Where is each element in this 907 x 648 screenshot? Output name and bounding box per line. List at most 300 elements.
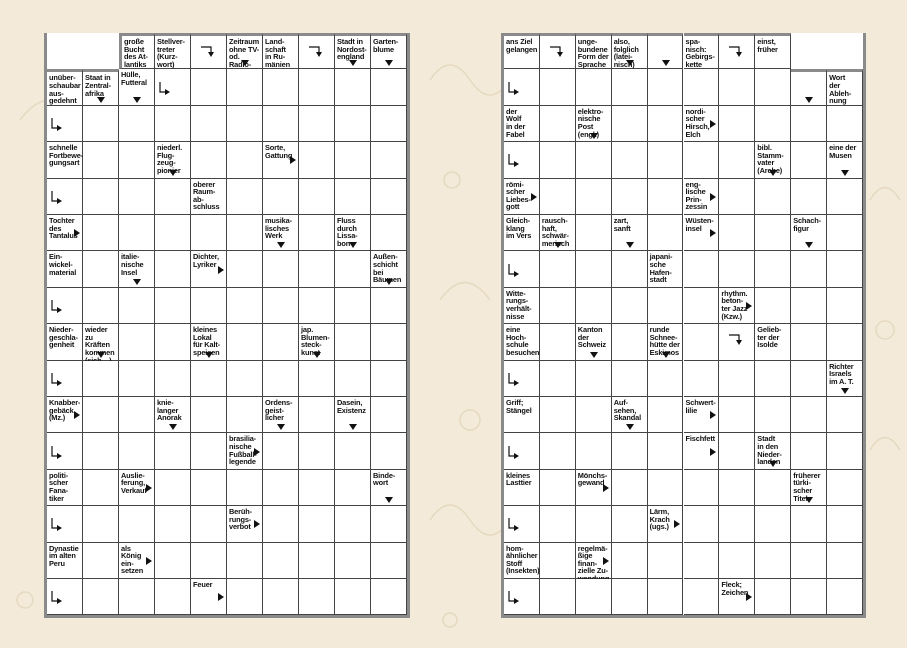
clue-cell xyxy=(119,69,155,105)
clue-text: Stadt in Nordost- england xyxy=(337,37,367,62)
answer-cell[interactable] xyxy=(540,361,576,397)
answer-cell[interactable] xyxy=(540,397,576,433)
clue-text: Fleck; Zeichen xyxy=(721,580,749,597)
answer-cell[interactable] xyxy=(755,215,791,251)
answer-cell[interactable] xyxy=(576,433,612,469)
clue-cell xyxy=(576,106,612,142)
answer-cell[interactable] xyxy=(791,579,827,615)
clue-cell xyxy=(119,543,155,579)
answer-cell[interactable] xyxy=(263,106,299,142)
answer-cell[interactable] xyxy=(612,288,648,324)
answer-cell[interactable] xyxy=(540,579,576,615)
answer-cell[interactable] xyxy=(719,433,755,469)
arrow-right-icon xyxy=(254,448,260,456)
answer-cell[interactable] xyxy=(371,543,407,579)
clue-cell xyxy=(191,324,227,360)
answer-cell[interactable] xyxy=(155,179,191,215)
answer-cell[interactable] xyxy=(227,288,263,324)
answer-cell[interactable] xyxy=(227,106,263,142)
arrow-down-icon xyxy=(805,497,813,503)
answer-cell[interactable] xyxy=(612,506,648,542)
answer-cell[interactable] xyxy=(791,288,827,324)
arrow-down-icon xyxy=(769,461,777,467)
answer-cell[interactable] xyxy=(227,69,263,105)
answer-cell[interactable] xyxy=(648,470,684,506)
arrow-bend-down-icon xyxy=(201,46,217,58)
answer-cell[interactable] xyxy=(612,142,648,178)
answer-cell[interactable] xyxy=(299,142,335,178)
clue-cell xyxy=(47,106,83,142)
answer-cell[interactable] xyxy=(371,361,407,397)
answer-cell[interactable] xyxy=(791,433,827,469)
answer-cell[interactable] xyxy=(191,433,227,469)
answer-cell[interactable] xyxy=(719,142,755,178)
answer-cell[interactable] xyxy=(119,142,155,178)
answer-cell[interactable] xyxy=(576,579,612,615)
answer-cell[interactable] xyxy=(83,179,119,215)
clue-text: rausch- haft, schwär- merisch xyxy=(541,216,570,248)
answer-cell[interactable] xyxy=(119,324,155,360)
answer-cell[interactable] xyxy=(335,251,371,287)
answer-cell[interactable] xyxy=(335,543,371,579)
clue-text: japani- sche Hafen- stadt xyxy=(649,252,673,285)
answer-cell[interactable] xyxy=(648,179,684,215)
answer-cell[interactable] xyxy=(648,397,684,433)
arrow-right-icon xyxy=(254,520,260,528)
clue-cell xyxy=(755,324,791,360)
clue-cell xyxy=(119,470,155,506)
clue-text: Witte- rungs- verhält- nisse xyxy=(506,288,532,321)
answer-cell[interactable] xyxy=(83,361,119,397)
answer-cell[interactable] xyxy=(648,215,684,251)
answer-cell[interactable] xyxy=(648,69,684,105)
answer-cell[interactable] xyxy=(540,142,576,178)
answer-cell[interactable] xyxy=(684,579,720,615)
clue-cell xyxy=(83,324,119,360)
answer-cell[interactable] xyxy=(648,106,684,142)
answer-cell[interactable] xyxy=(119,288,155,324)
answer-cell[interactable] xyxy=(155,470,191,506)
answer-cell[interactable] xyxy=(755,506,791,542)
clue-cell xyxy=(47,215,83,251)
answer-cell[interactable] xyxy=(827,251,863,287)
answer-cell[interactable] xyxy=(576,397,612,433)
answer-cell[interactable] xyxy=(719,69,755,105)
clue-cell xyxy=(191,579,227,615)
answer-cell[interactable] xyxy=(684,506,720,542)
answer-cell[interactable] xyxy=(263,543,299,579)
answer-cell[interactable] xyxy=(155,506,191,542)
clue-text: kleines Lokal für Kalt- speisen xyxy=(193,325,220,357)
clue-text: Hülle, Futteral xyxy=(121,70,147,87)
answer-cell[interactable] xyxy=(299,215,335,251)
answer-cell[interactable] xyxy=(263,69,299,105)
answer-cell[interactable] xyxy=(576,142,612,178)
answer-cell[interactable] xyxy=(263,579,299,615)
answer-cell[interactable] xyxy=(827,288,863,324)
answer-cell[interactable] xyxy=(719,361,755,397)
answer-cell[interactable] xyxy=(371,142,407,178)
answer-cell[interactable] xyxy=(299,288,335,324)
answer-cell[interactable] xyxy=(299,361,335,397)
answer-cell[interactable] xyxy=(155,215,191,251)
answer-cell[interactable] xyxy=(612,106,648,142)
clue-text: brasilia- nische Fußball- legende xyxy=(229,434,257,467)
answer-cell[interactable] xyxy=(648,579,684,615)
answer-cell[interactable] xyxy=(299,543,335,579)
answer-cell[interactable] xyxy=(83,251,119,287)
clue-cell xyxy=(755,33,791,69)
answer-cell[interactable] xyxy=(540,251,576,287)
answer-cell[interactable] xyxy=(648,433,684,469)
answer-cell[interactable] xyxy=(83,506,119,542)
answer-cell[interactable] xyxy=(576,179,612,215)
answer-cell[interactable] xyxy=(299,106,335,142)
answer-cell[interactable] xyxy=(263,324,299,360)
answer-cell[interactable] xyxy=(191,142,227,178)
arrow-right-icon xyxy=(290,156,296,164)
answer-cell[interactable] xyxy=(155,433,191,469)
answer-cell[interactable] xyxy=(827,215,863,251)
arrow-bend-down-icon xyxy=(729,46,745,58)
answer-cell[interactable] xyxy=(371,506,407,542)
clue-cell xyxy=(612,397,648,433)
answer-cell[interactable] xyxy=(371,579,407,615)
arrow-right-icon xyxy=(746,593,752,601)
arrow-down-icon xyxy=(97,97,105,103)
answer-cell[interactable] xyxy=(540,543,576,579)
answer-cell[interactable] xyxy=(227,543,263,579)
arrow-down-icon xyxy=(313,352,321,358)
answer-cell[interactable] xyxy=(227,215,263,251)
answer-cell[interactable] xyxy=(755,543,791,579)
answer-cell[interactable] xyxy=(612,543,648,579)
arrow-down-icon xyxy=(277,242,285,248)
answer-cell[interactable] xyxy=(540,179,576,215)
answer-cell[interactable] xyxy=(227,179,263,215)
answer-cell[interactable] xyxy=(227,579,263,615)
answer-cell[interactable] xyxy=(299,179,335,215)
answer-cell[interactable] xyxy=(540,470,576,506)
answer-cell[interactable] xyxy=(335,579,371,615)
answer-cell[interactable] xyxy=(648,361,684,397)
answer-cell[interactable] xyxy=(263,251,299,287)
answer-cell[interactable] xyxy=(755,470,791,506)
clue-text: Mönchs- gewand xyxy=(577,470,608,488)
answer-cell[interactable] xyxy=(791,506,827,542)
clue-text: hom- ähnlicher Stoff (Insekten) xyxy=(506,543,540,576)
answer-cell[interactable] xyxy=(299,433,335,469)
answer-cell[interactable] xyxy=(371,69,407,105)
answer-cell[interactable] xyxy=(684,251,720,287)
answer-cell[interactable] xyxy=(371,433,407,469)
answer-cell[interactable] xyxy=(191,106,227,142)
answer-cell[interactable] xyxy=(299,397,335,433)
answer-cell[interactable] xyxy=(335,506,371,542)
answer-cell[interactable] xyxy=(612,361,648,397)
answer-cell[interactable] xyxy=(155,106,191,142)
answer-cell[interactable] xyxy=(227,361,263,397)
arrow-bend-right-icon xyxy=(51,591,63,605)
answer-cell[interactable] xyxy=(227,397,263,433)
clue-cell xyxy=(648,324,684,360)
answer-cell[interactable] xyxy=(719,215,755,251)
answer-cell[interactable] xyxy=(371,106,407,142)
answer-cell[interactable] xyxy=(755,397,791,433)
answer-cell[interactable] xyxy=(371,324,407,360)
answer-cell[interactable] xyxy=(155,251,191,287)
answer-cell[interactable] xyxy=(83,106,119,142)
answer-cell[interactable] xyxy=(119,397,155,433)
answer-cell[interactable] xyxy=(540,324,576,360)
answer-cell[interactable] xyxy=(155,288,191,324)
answer-cell[interactable] xyxy=(827,397,863,433)
answer-cell[interactable] xyxy=(791,324,827,360)
clue-cell xyxy=(504,142,540,178)
answer-cell[interactable] xyxy=(576,215,612,251)
answer-cell[interactable] xyxy=(755,106,791,142)
answer-cell[interactable] xyxy=(119,179,155,215)
answer-cell[interactable] xyxy=(827,506,863,542)
answer-cell[interactable] xyxy=(719,106,755,142)
answer-cell[interactable] xyxy=(191,470,227,506)
clue-text: Auf- sehen, Skandal xyxy=(613,398,641,423)
answer-cell[interactable] xyxy=(827,324,863,360)
clue-cell xyxy=(371,251,407,287)
answer-cell[interactable] xyxy=(648,543,684,579)
clue-cell xyxy=(684,33,720,69)
arrow-right-icon xyxy=(146,557,152,565)
answer-cell[interactable] xyxy=(791,251,827,287)
answer-cell[interactable] xyxy=(155,361,191,397)
answer-cell[interactable] xyxy=(263,433,299,469)
answer-cell[interactable] xyxy=(371,288,407,324)
answer-cell[interactable] xyxy=(299,506,335,542)
answer-cell[interactable] xyxy=(191,288,227,324)
answer-cell[interactable] xyxy=(335,288,371,324)
answer-cell[interactable] xyxy=(263,506,299,542)
clue-cell xyxy=(504,288,540,324)
clue-text: Garten- blume xyxy=(373,37,399,54)
clue-cell xyxy=(155,142,191,178)
clue-text: bibl. Stamm- vater (Arche) xyxy=(757,143,784,175)
arrow-bend-right-icon xyxy=(51,446,63,460)
answer-cell[interactable] xyxy=(263,470,299,506)
answer-cell[interactable] xyxy=(191,506,227,542)
answer-cell[interactable] xyxy=(191,543,227,579)
answer-cell[interactable] xyxy=(335,106,371,142)
answer-cell[interactable] xyxy=(576,361,612,397)
answer-cell[interactable] xyxy=(827,106,863,142)
answer-cell[interactable] xyxy=(299,69,335,105)
answer-cell[interactable] xyxy=(335,69,371,105)
answer-cell[interactable] xyxy=(191,397,227,433)
answer-cell[interactable] xyxy=(83,142,119,178)
answer-cell[interactable] xyxy=(684,69,720,105)
arrow-right-icon xyxy=(218,593,224,601)
answer-cell[interactable] xyxy=(791,543,827,579)
clue-cell xyxy=(371,33,407,69)
arrow-right-icon xyxy=(710,120,716,128)
answer-cell[interactable] xyxy=(684,470,720,506)
answer-cell[interactable] xyxy=(719,543,755,579)
arrow-bend-right-icon xyxy=(508,591,520,605)
answer-cell[interactable] xyxy=(119,506,155,542)
arrow-right-icon xyxy=(74,229,80,237)
answer-cell[interactable] xyxy=(335,361,371,397)
answer-cell[interactable] xyxy=(719,397,755,433)
clue-text: Staat in Zentral- afrika xyxy=(85,73,111,98)
answer-cell[interactable] xyxy=(371,397,407,433)
answer-cell[interactable] xyxy=(83,397,119,433)
clue-text: Schwert- lilie xyxy=(685,398,716,415)
answer-cell[interactable] xyxy=(684,361,720,397)
answer-cell[interactable] xyxy=(540,288,576,324)
clue-text: ans Ziel gelangen xyxy=(506,37,538,54)
answer-cell[interactable] xyxy=(612,470,648,506)
answer-cell[interactable] xyxy=(791,179,827,215)
clue-cell xyxy=(263,33,299,69)
answer-cell[interactable] xyxy=(755,579,791,615)
answer-cell[interactable] xyxy=(191,69,227,105)
arrow-down-icon xyxy=(349,60,357,66)
arrow-down-icon xyxy=(205,352,213,358)
answer-cell[interactable] xyxy=(540,433,576,469)
answer-cell[interactable] xyxy=(576,251,612,287)
clue-text: Sorte, Gattung xyxy=(265,143,293,160)
answer-cell[interactable] xyxy=(119,106,155,142)
answer-cell[interactable] xyxy=(791,142,827,178)
answer-cell[interactable] xyxy=(612,69,648,105)
answer-cell[interactable] xyxy=(755,251,791,287)
answer-cell[interactable] xyxy=(299,251,335,287)
arrow-right-icon xyxy=(218,266,224,274)
answer-cell[interactable] xyxy=(83,433,119,469)
answer-cell[interactable] xyxy=(684,288,720,324)
clue-cell xyxy=(299,324,335,360)
answer-cell[interactable] xyxy=(648,142,684,178)
arrow-down-icon xyxy=(277,424,285,430)
answer-cell[interactable] xyxy=(119,579,155,615)
answer-cell[interactable] xyxy=(612,433,648,469)
arrow-right-icon xyxy=(146,484,152,492)
clue-cell xyxy=(227,433,263,469)
answer-cell[interactable] xyxy=(540,69,576,105)
clue-text: große Bucht des At- lantiks xyxy=(124,37,148,69)
answer-cell[interactable] xyxy=(755,69,791,105)
answer-cell[interactable] xyxy=(612,324,648,360)
answer-cell[interactable] xyxy=(227,324,263,360)
answer-cell[interactable] xyxy=(83,288,119,324)
answer-cell[interactable] xyxy=(684,543,720,579)
answer-cell[interactable] xyxy=(540,106,576,142)
answer-cell[interactable] xyxy=(612,179,648,215)
clue-cell xyxy=(504,470,540,506)
answer-cell[interactable] xyxy=(119,215,155,251)
answer-cell[interactable] xyxy=(719,470,755,506)
answer-cell[interactable] xyxy=(371,215,407,251)
clue-cell xyxy=(191,179,227,215)
answer-cell[interactable] xyxy=(335,433,371,469)
answer-cell[interactable] xyxy=(83,470,119,506)
answer-cell[interactable] xyxy=(827,179,863,215)
arrow-down-icon xyxy=(805,242,813,248)
answer-cell[interactable] xyxy=(335,470,371,506)
answer-cell[interactable] xyxy=(684,142,720,178)
answer-cell[interactable] xyxy=(263,288,299,324)
answer-cell[interactable] xyxy=(335,324,371,360)
answer-cell[interactable] xyxy=(576,69,612,105)
answer-cell[interactable] xyxy=(791,361,827,397)
answer-cell[interactable] xyxy=(755,361,791,397)
clue-text: Dynastie im alten Peru xyxy=(49,543,79,568)
answer-cell[interactable] xyxy=(576,288,612,324)
answer-cell[interactable] xyxy=(371,179,407,215)
answer-cell[interactable] xyxy=(263,361,299,397)
answer-cell[interactable] xyxy=(612,251,648,287)
answer-cell[interactable] xyxy=(155,324,191,360)
clue-cell xyxy=(504,106,540,142)
arrow-down-icon xyxy=(626,424,634,430)
answer-cell[interactable] xyxy=(648,288,684,324)
arrow-bend-right-icon xyxy=(51,300,63,314)
answer-cell[interactable] xyxy=(719,179,755,215)
clue-cell xyxy=(119,33,155,69)
answer-cell[interactable] xyxy=(576,506,612,542)
answer-cell[interactable] xyxy=(83,579,119,615)
clue-cell xyxy=(47,397,83,433)
answer-cell[interactable] xyxy=(719,506,755,542)
answer-cell[interactable] xyxy=(827,579,863,615)
answer-cell[interactable] xyxy=(263,179,299,215)
answer-cell[interactable] xyxy=(684,324,720,360)
answer-cell[interactable] xyxy=(227,470,263,506)
clue-text: elektro- nische Post (engl.) xyxy=(577,106,604,139)
answer-cell[interactable] xyxy=(827,470,863,506)
arrow-down-icon xyxy=(169,424,177,430)
answer-cell[interactable] xyxy=(227,142,263,178)
clue-text: Stellver- treter (Kurz- wort) xyxy=(157,37,185,69)
clue-text: musika- lisches Werk xyxy=(265,216,292,241)
answer-cell[interactable] xyxy=(335,179,371,215)
answer-cell[interactable] xyxy=(791,106,827,142)
clue-text: Land- schaft in Ru- mänien xyxy=(265,37,290,69)
clue-text: runde Schnee- hütte der Eskimos xyxy=(649,325,680,357)
answer-cell[interactable] xyxy=(827,543,863,579)
answer-cell[interactable] xyxy=(119,433,155,469)
answer-cell[interactable] xyxy=(155,579,191,615)
answer-cell[interactable] xyxy=(791,397,827,433)
answer-cell[interactable] xyxy=(191,215,227,251)
answer-cell[interactable] xyxy=(299,579,335,615)
answer-cell[interactable] xyxy=(227,251,263,287)
answer-cell[interactable] xyxy=(335,142,371,178)
answer-cell[interactable] xyxy=(755,288,791,324)
answer-cell[interactable] xyxy=(755,179,791,215)
answer-cell[interactable] xyxy=(83,543,119,579)
answer-cell[interactable] xyxy=(827,433,863,469)
answer-cell[interactable] xyxy=(191,361,227,397)
answer-cell[interactable] xyxy=(612,579,648,615)
clue-text: Fluss durch Lissa- bon xyxy=(337,216,358,248)
answer-cell[interactable] xyxy=(719,251,755,287)
answer-cell[interactable] xyxy=(540,506,576,542)
answer-cell[interactable] xyxy=(299,470,335,506)
clue-cell xyxy=(47,251,83,287)
answer-cell[interactable] xyxy=(119,361,155,397)
answer-cell[interactable] xyxy=(83,215,119,251)
answer-cell[interactable] xyxy=(155,543,191,579)
